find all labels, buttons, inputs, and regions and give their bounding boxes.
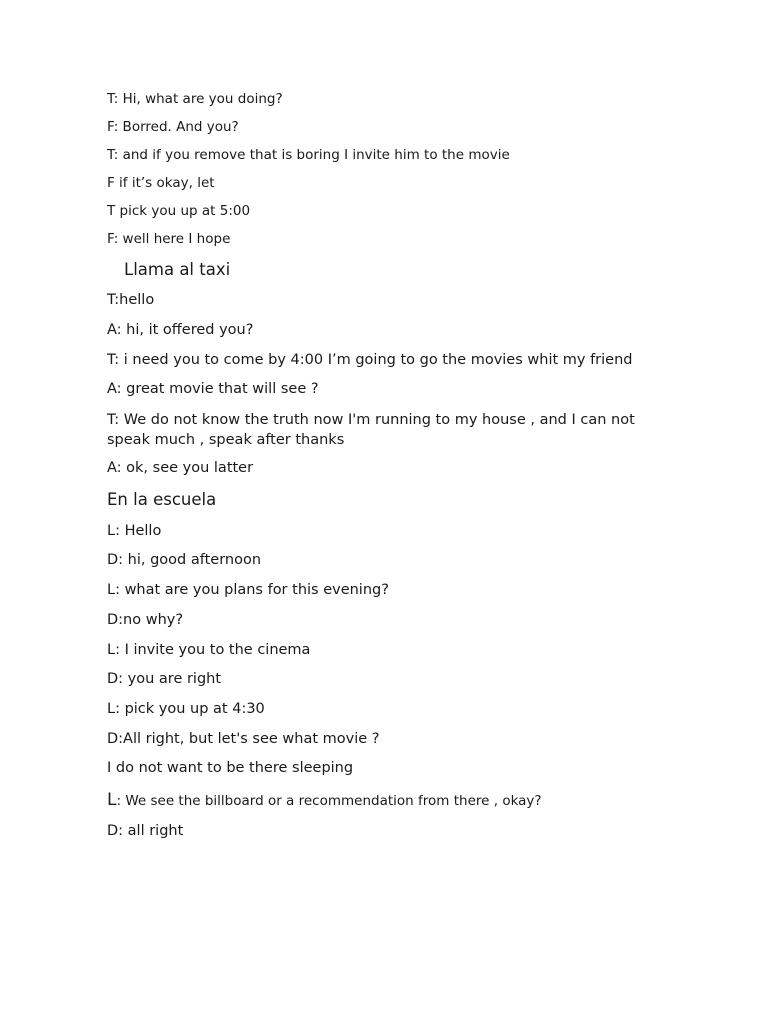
dialogue-line: T: We do not know the truth now I'm running to my house , and I can not speak much , speak after thanks: [107, 412, 635, 448]
dialogue-line: L: pick you up at 4:30: [107, 701, 265, 717]
dialogue-line: T: Hi, what are you doing?: [107, 91, 283, 107]
dialogue-line: F: well here I hope: [107, 231, 231, 247]
speaker-letter: L: [107, 790, 117, 810]
dialogue-line: F: Borred. And you?: [107, 119, 239, 135]
dialogue-line: [107, 790, 542, 810]
dialogue-line: D: all right: [107, 823, 184, 839]
dialogue-line: L: I invite you to the cinema: [107, 642, 311, 658]
dialogue-text: : We see the billboard or a recommendation from there , okay?: [116, 793, 542, 809]
dialogue-line: T pick you up at 5:00: [107, 203, 251, 219]
dialogue-line: I do not want to be there sleeping: [107, 760, 354, 776]
dialogue-line: T:hello: [107, 292, 155, 308]
dialogue-line: D: hi, good afternoon: [107, 552, 262, 568]
dialogue-line: L: what are you plans for this evening?: [107, 582, 389, 598]
dialogue-line: A: great movie that will see ?: [107, 381, 319, 397]
dialogue-line: D: you are right: [107, 671, 222, 687]
dialogue-line: A: hi, it offered you?: [107, 322, 254, 338]
dialogue-line: T: and if you remove that is boring I invite him to the movie: [107, 147, 510, 163]
dialogue-line: T: i need you to come by 4:00 I’m going to go the movies whit my friend: [107, 352, 633, 368]
dialogue-line: D:no why?: [107, 612, 184, 628]
dialogue-line: D:All right, but let's see what movie ?: [107, 731, 380, 747]
section-heading: Llama al taxi: [124, 260, 231, 279]
dialogue-line: F if it’s okay, let: [107, 175, 215, 191]
dialogue-line: A: ok, see you latter: [107, 460, 254, 476]
dialogue-line: L: Hello: [107, 523, 162, 539]
section-heading: En la escuela: [107, 490, 217, 509]
